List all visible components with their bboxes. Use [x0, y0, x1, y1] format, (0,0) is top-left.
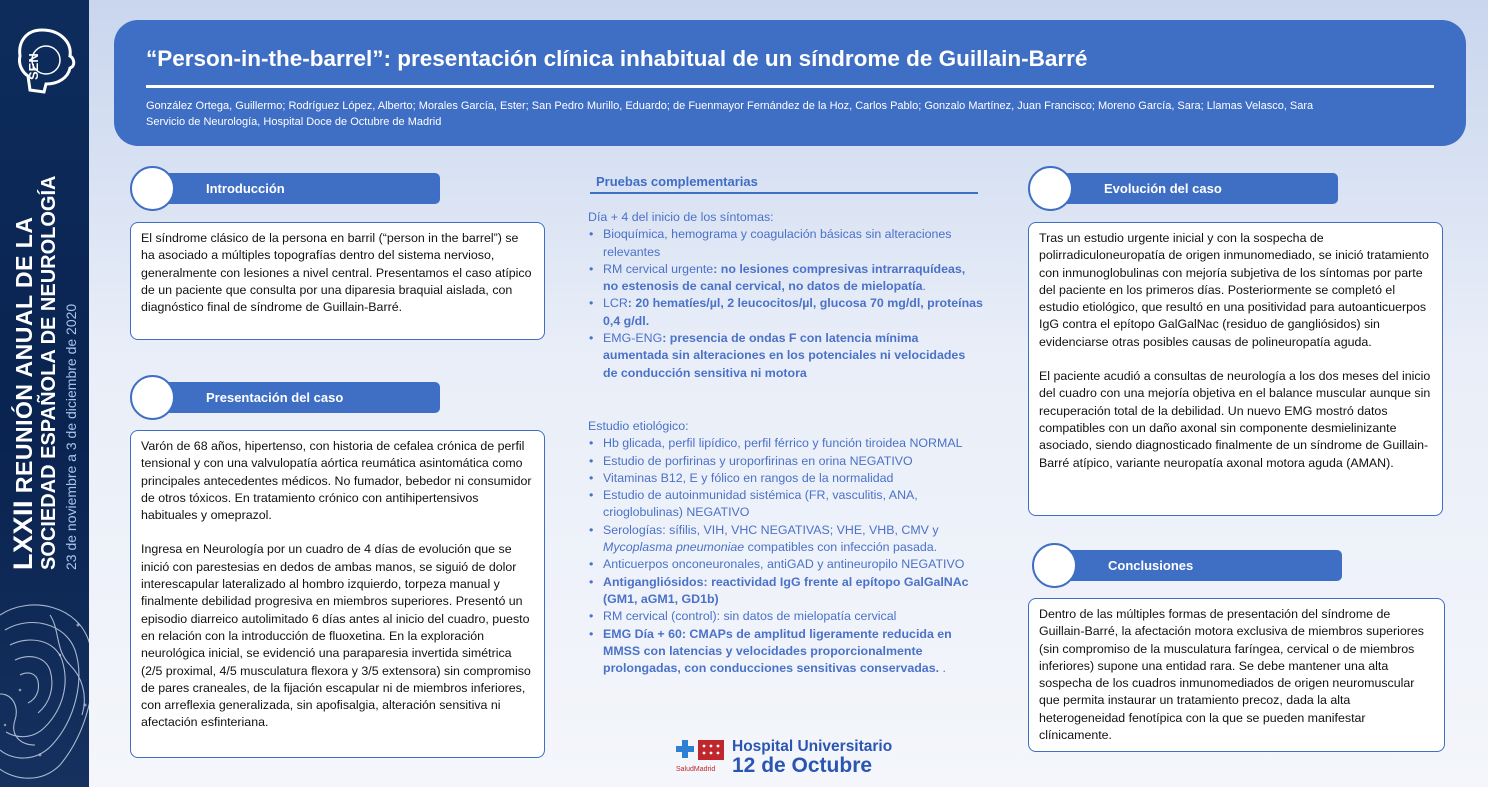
case-paragraph-2: Ingresa en Neurología por un cuadro de 4 días de evolución que se inició con parestesias en dedos de ambas manos, se siguió de dolor interescapular lateralizado al hombro izquierdo, torpeza manual y finalmente debilidad progresiva en miembros superiores. Presentó un episodio diarreico autolimitado 6 días antes al inicio del cuadro, puesto en relación con la introducción de fluoxetina. En la exploración neurológica inicial, se evidenció una paraparesia invertida simétrica (2/5 proximal, 4/5 musculatura flexora y 3/5 extensora) sin compromiso de pares craneales, de la fijación escapular ni de miembros inferiores, con arreflexia generalizada, sin apofisalgia, alteración sensitiva ni afectación esfinteriana.	[141, 542, 531, 730]
hospital-name-line2: 12 de Octubre	[732, 754, 873, 777]
poster-header	[114, 20, 1466, 146]
list-item: • RM cervical (control): sin datos de mielopatía cervical	[588, 608, 983, 625]
evolution-paragraph-2: El paciente acudió a consultas de neurología a los dos meses del inicio del cuadro con una mejoría objetiva en el balance muscular aunque sin recuperación total de la debilidad. Un nuevo EMG mostró datos compatibles con un daño axonal sin componente desmielinizante asociado, siendo diagnosticado finalmente de un síndrome de Guillain-Barré atípico, variante neuropatía axonal motora aguda (AMAN).	[1039, 369, 1431, 470]
sen-logo-icon	[12, 22, 78, 100]
intro-text: El síndrome clásico de la persona en barril (“person in the barrel”) se ha asociado a múltiples topografías dentro del sistema nervioso, generalmente con lesiones a nivel central. Presentamos el caso atípico de un paciente que consulta por una diparesia braquial aislada, con diagnóstico final de síndrome de Guillain-Barré.	[141, 231, 532, 315]
conclusions-heading-bar	[1054, 550, 1342, 581]
intro-circle-icon	[130, 166, 175, 211]
brain-decoration-icon	[0, 595, 89, 785]
evolution-heading-bar	[1050, 173, 1338, 204]
congress-title	[10, 130, 81, 570]
hospital-name-line1: Hospital Universitario	[732, 738, 893, 755]
case-heading-bar	[152, 382, 440, 413]
poster-title: “Person-in-the-barrel”: presentación clínica inhabitual de un síndrome de Guillain-Barré	[146, 46, 1088, 71]
congress-line2: SOCIEDAD ESPAÑOLA DE NEUROLOGÍA	[38, 175, 60, 570]
conclusions-heading: Conclusiones	[1108, 558, 1194, 573]
affiliation: Servicio de Neurología, Hospital Doce de Octubre de Madrid	[146, 116, 442, 128]
authors: González Ortega, Guillermo; Rodríguez López, Alberto; Morales García, Ester; San Pedro Murillo, Eduardo; de Fuenmayor Fernández de la Hoz, Carlos Pablo; Gonzalo Martínez, Juan Francisco; Moreno García, Sara; Llamas Velasco, Sara	[146, 100, 1314, 112]
intro-card	[130, 222, 545, 340]
list-item: • EMG Día + 60: CMAPs de amplitud ligeramente reducida en MMSS con latencias y velocidades proporcionalmente prolongadas, con conducciones sensitivas conservadas. .	[588, 626, 983, 678]
salud-madrid-icon	[676, 738, 728, 768]
intro-heading-bar	[152, 173, 440, 204]
list-item: • RM cervical urgente: no lesiones compresivas intrarraquídeas, no estenosis de canal cervical, no datos de mielopatía.	[588, 261, 983, 296]
list-item: • Vitaminas B12, E y fólico en rangos de la normalidad	[588, 470, 983, 487]
congress-line1: REUNIÓN ANUAL DE LA	[11, 216, 37, 500]
evolution-circle-icon	[1028, 166, 1073, 211]
evolution-paragraph-1: Tras un estudio urgente inicial y con la sospecha de polirradiculoneuropatía de origen inmunomediado, se inició tratamiento con inmunoglobulinas con mejoría subjetiva de los síntomas por parte del paciente en los primeros días. Posteriormente se completó el estudio etiológico, que resultó en una positividad para autoanticuerpos IgG contra el epítopo GalGalNac (residuo de gangliósidos) sin evidenciarse otras posibles causas de polineuropatía aguda.	[1039, 231, 1429, 349]
list-item: • Serologías: sífilis, VIH, VHC NEGATIVAS; VHE, VHB, CMV y Mycoplasma pneumoniae compatibles con infección pasada.	[588, 522, 983, 557]
case-card	[130, 430, 545, 758]
tests-intro: Día + 4 del inicio de los síntomas:	[588, 210, 774, 224]
congress-dates: 23 de noviembre a 3 de diciembre de 2020	[63, 303, 79, 570]
hospital-logo	[676, 738, 896, 778]
tests-initial-list	[588, 226, 983, 382]
evolution-heading: Evolución del caso	[1104, 181, 1222, 196]
sidebar	[0, 0, 89, 787]
list-item: • Bioquímica, hemograma y coagulación básicas sin alteraciones relevantes	[588, 226, 983, 261]
conclusions-circle-icon	[1032, 543, 1077, 588]
etiology-list	[588, 435, 983, 677]
congress-number: LXXII	[8, 499, 38, 570]
list-item: • Hb glicada, perfil lipídico, perfil férrico y función tiroidea NORMAL	[588, 435, 983, 452]
authors-block	[146, 98, 1456, 130]
case-heading: Presentación del caso	[206, 390, 344, 405]
sen-logo-text: SEN	[26, 53, 41, 80]
tests-heading: Pruebas complementarias	[590, 174, 978, 194]
evolution-card	[1028, 222, 1443, 516]
case-circle-icon	[130, 375, 175, 420]
tests-initial-block	[588, 209, 983, 382]
conclusions-card	[1028, 598, 1445, 752]
salud-madrid-text: SaludMadrid	[676, 766, 716, 773]
etiology-intro: Estudio etiológico:	[588, 419, 689, 433]
conclusions-text: Dentro de las múltiples formas de presentación del síndrome de Guillain-Barré, la afectación motora exclusiva de miembros superiores (sin compromiso de la musculatura faríngea, cervical o de miembros inferiores) supone una entidad rara. Se debe mantener una alta sospecha de los cuadros inmunomediados de origen neuromuscular que permita instaurar un tratamiento precoz, dada la alta heterogeneidad fenotípica con la que se pueden manifestar clínicamente.	[1039, 607, 1424, 743]
title-divider	[146, 85, 1434, 88]
case-paragraph-1: Varón de 68 años, hipertenso, con historia de cefalea crónica de perfil tensional y con una valvulopatía aórtica reumática asintomática como principales antecedentes médicos. No fumador, bebedor ni consumidor de otros tóxicos. En tratamiento crónico con antihipertensivos habituales y omeprazol.	[141, 439, 532, 523]
list-item: • Estudio de porfirinas y uroporfirinas en orina NEGATIVO	[588, 453, 983, 470]
list-item: • Antigangliósidos: reactividad IgG frente al epítopo GalGalNAc (GM1, aGM1, GD1b)	[588, 574, 983, 609]
list-item: • Estudio de autoinmunidad sistémica (FR, vasculitis, ANA, crioglobulinas) NEGATIVO	[588, 487, 983, 522]
list-item: • LCR: 20 hematíes/µl, 2 leucocitos/µl, glucosa 70 mg/dl, proteínas 0,4 g/dl.	[588, 295, 983, 330]
list-item: • EMG-ENG: presencia de ondas F con latencia mínima aumentada sin alteraciones en los potenciales ni velocidades de conducción sensitiva ni motora	[588, 330, 983, 382]
etiology-block	[588, 418, 983, 677]
intro-heading: Introducción	[206, 181, 285, 196]
list-item: • Anticuerpos onconeuronales, antiGAD y antineuropilo NEGATIVO	[588, 556, 983, 573]
